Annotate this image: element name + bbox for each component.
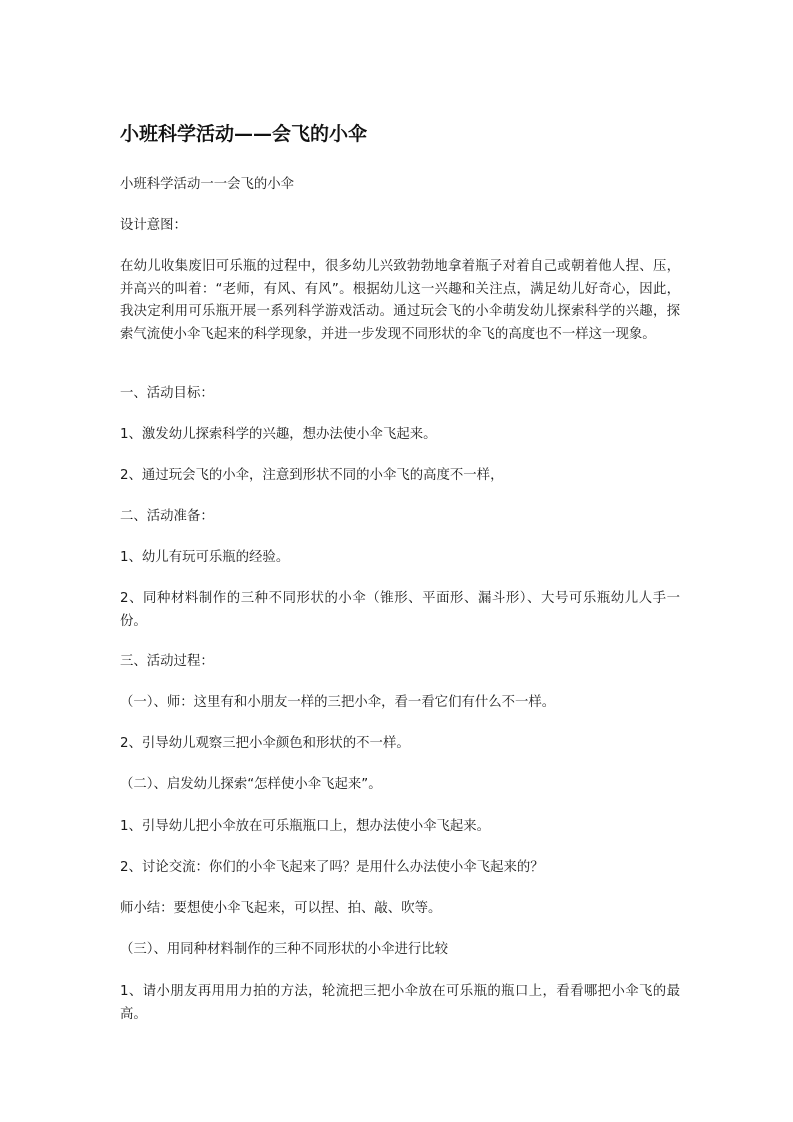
paragraph-process-step-2-2: 2、讨论交流：你们的小伞飞起来了吗？是用什么办法使小伞飞起来的？ [120,860,544,875]
paragraph-preparation-heading: 二、活动准备： [120,509,214,524]
paragraph-goals-heading: 一、活动目标： [120,386,214,401]
paragraph-subtitle: 小班科学活动一一会飞的小伞 [120,177,295,192]
paragraph-process-heading: 三、活动过程： [120,654,214,669]
paragraph-goal-2: 2、通过玩会飞的小伞，注意到形状不同的小伞飞的高度不一样， [120,468,504,483]
paragraph-design-intent-body: 在幼儿收集废旧可乐瓶的过程中，很多幼儿兴致勃勃地拿着瓶子对着自己或朝着他人捏、压，并高兴的叫着：“老师，有风、有风”。根据幼儿这一兴趣和关注点，满足幼儿好奇心，因此，我决定利用可乐瓶开展一系列科学游戏活动。通过玩会飞的小伞萌发幼儿探索科学的兴趣，探索气流使小伞飞起来的科学现象，并进一步发现不同形状的伞飞的高度也不一样这一现象。 [120,259,680,342]
paragraph-design-intent-heading: 设计意图： [120,218,187,233]
paragraph-process-step-3: （三）、用同种材料制作的三种不同形状的小伞进行比较 [120,942,449,957]
document-page [120,0,680,1122]
paragraph-process-step-1: （一）、师：这里有和小朋友一样的三把小伞，看一看它们有什么不一样。 [120,695,556,710]
document-title: 小班科学活动——会飞的小伞 [120,123,368,145]
paragraph-process-step-2-1: 1、引导幼儿把小伞放在可乐瓶瓶口上，想办法使小伞飞起来。 [120,819,491,834]
paragraph-process-step-3-1: 1、请小朋友再用用力拍的方法，轮流把三把小伞放在可乐瓶的瓶口上，看看哪把小伞飞的最高。 [120,984,680,1022]
paragraph-process-step-1-2: 2、引导幼儿观察三把小伞颜色和形状的不一样。 [120,736,410,751]
paragraph-preparation-2: 2、同种材料制作的三种不同形状的小伞（锥形、平面形、漏斗形）、大号可乐瓶幼儿人手一份。 [120,591,680,629]
paragraph-goal-1: 1、激发幼儿探索科学的兴趣，想办法使小伞飞起来。 [120,427,437,442]
paragraph-process-step-2: （二）、启发幼儿探索“怎样使小伞飞起来”。 [120,777,382,792]
paragraph-teacher-summary: 师小结：要想使小伞飞起来，可以捏、拍、敲、吹等。 [120,901,442,916]
paragraph-preparation-1: 1、幼儿有玩可乐瓶的经验。 [120,550,290,565]
